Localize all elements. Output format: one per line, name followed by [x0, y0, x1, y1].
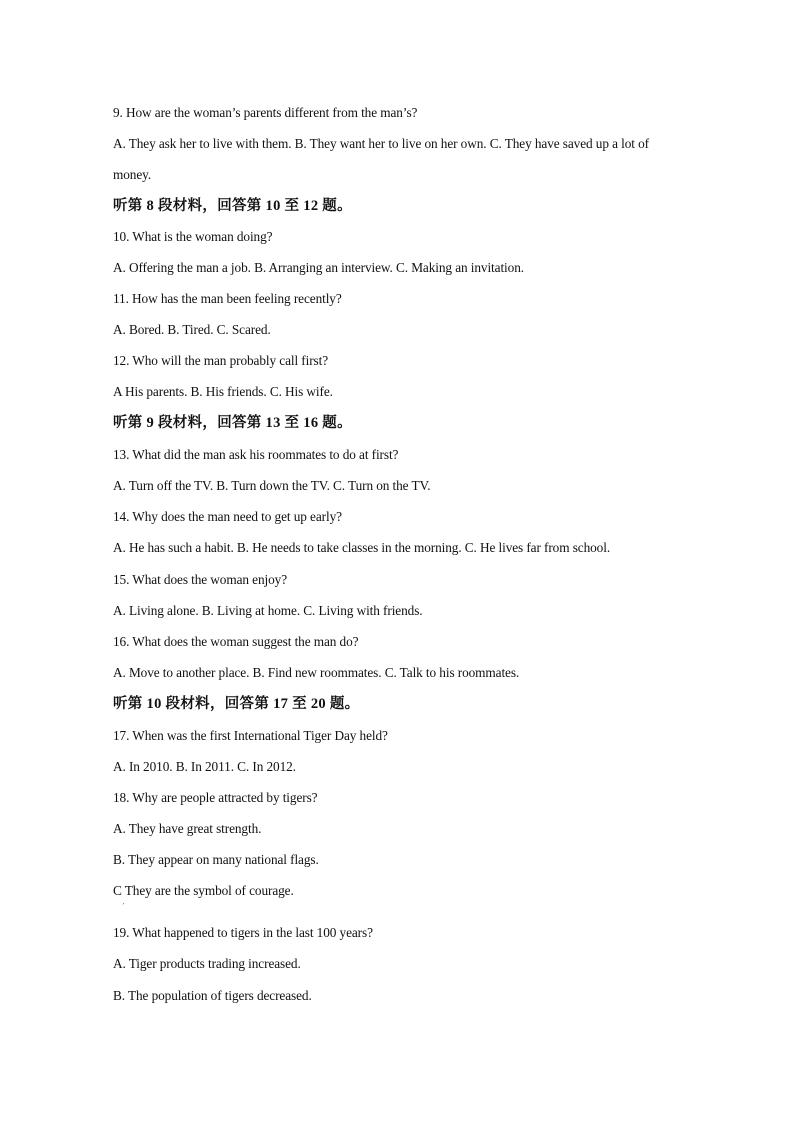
- question-16: 16. What does the woman suggest the man do?: [113, 634, 359, 649]
- section-heading-8: 听第 8 段材料，回答第 10 至 12 题。: [113, 198, 352, 214]
- question-12-options: A His parents. B. His friends. C. His wife.: [113, 384, 333, 399]
- question-18-option-a: A. They have great strength.: [113, 821, 262, 836]
- question-19-option-a: A. Tiger products trading increased.: [113, 956, 301, 971]
- question-19: 19. What happened to tigers in the last 100 years?: [113, 925, 373, 940]
- question-18-option-c: C They are the symbol of courage.: [113, 883, 294, 898]
- question-13: 13. What did the man ask his roommates to do at first?: [113, 447, 399, 462]
- question-15: 15. What does the woman enjoy?: [113, 572, 288, 587]
- question-13-options: A. Turn off the TV. B. Turn down the TV. C. Turn on the TV.: [113, 478, 431, 493]
- question-15-options: A. Living alone. B. Living at home. C. Living with friends.: [113, 603, 423, 618]
- question-12: 12. Who will the man probably call first?: [113, 353, 329, 368]
- question-9-options-continued: money.: [113, 167, 152, 182]
- question-16-options: A. Move to another place. B. Find new roommates. C. Talk to his roommates.: [113, 665, 520, 680]
- question-10-options: A. Offering the man a job. B. Arranging an interview. C. Making an invitation.: [113, 260, 524, 275]
- question-10: 10. What is the woman doing?: [113, 229, 273, 244]
- question-9-options: A. They ask her to live with them. B. They want her to live on her own. C. They have saved up a lot of: [113, 136, 649, 151]
- question-18: 18. Why are people attracted by tigers?: [113, 790, 318, 805]
- question-14-options: A. He has such a habit. B. He needs to take classes in the morning. C. He lives far from school.: [113, 540, 611, 555]
- question-18-option-b: B. They appear on many national flags.: [113, 852, 319, 867]
- question-17: 17. When was the first International Tiger Day held?: [113, 728, 388, 743]
- question-11-options: A. Bored. B. Tired. C. Scared.: [113, 322, 271, 337]
- stray-mark: ˊ: [122, 902, 125, 911]
- question-11: 11. How has the man been feeling recently?: [113, 291, 342, 306]
- question-17-options: A. In 2010. B. In 2011. C. In 2012.: [113, 759, 296, 774]
- question-14: 14. Why does the man need to get up early?: [113, 509, 342, 524]
- section-heading-10: 听第 10 段材料，回答第 17 至 20 题。: [113, 696, 360, 712]
- question-9: 9. How are the woman’s parents different from the man’s?: [113, 105, 418, 120]
- question-19-option-b: B. The population of tigers decreased.: [113, 988, 312, 1003]
- section-heading-9: 听第 9 段材料，回答第 13 至 16 题。: [113, 415, 352, 431]
